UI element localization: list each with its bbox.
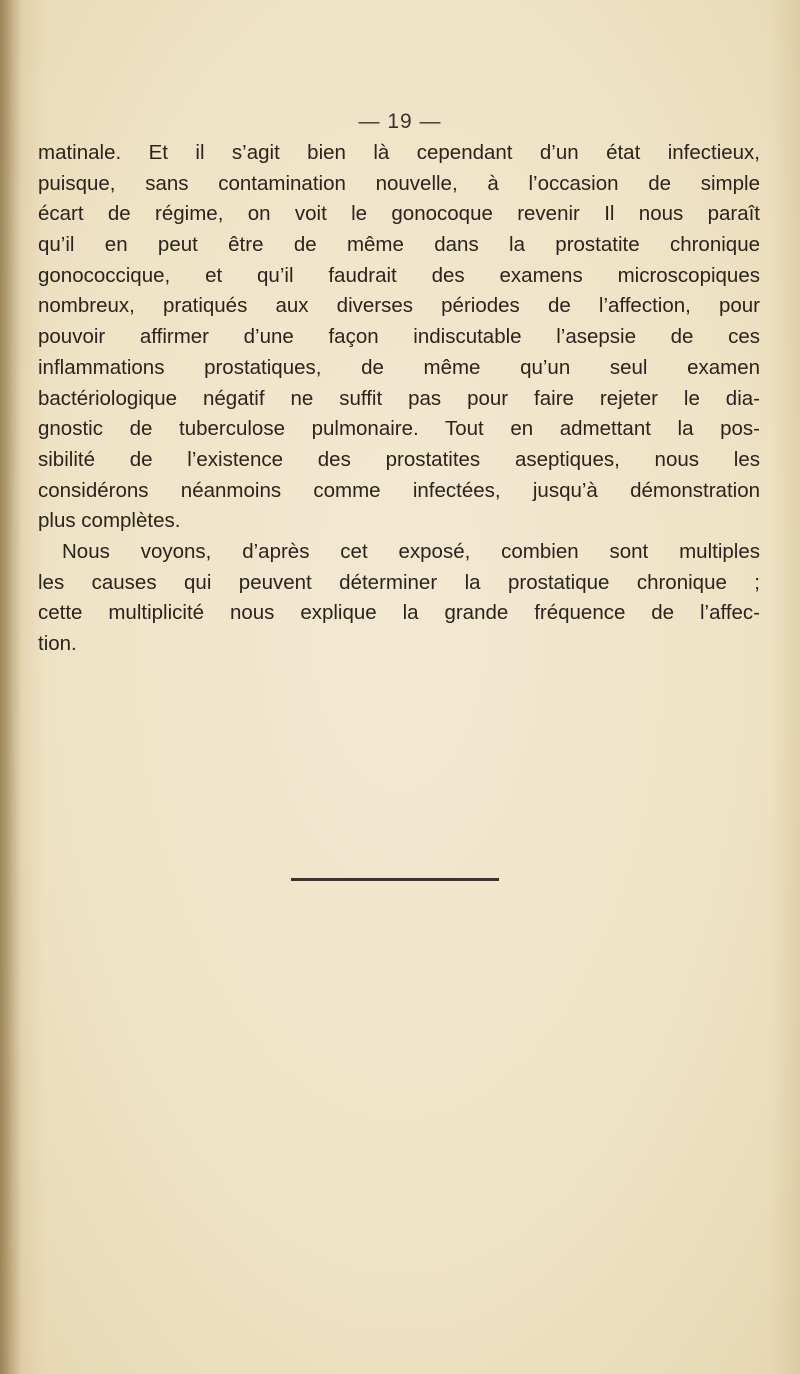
body-text <box>38 138 760 660</box>
text-line: sibilité de l’existence des prostatites aseptiques, nous les <box>38 447 760 471</box>
text-line: bactériologique négatif ne suffit pas pour faire rejeter le dia- <box>38 386 760 410</box>
text-line: considérons néanmoins comme infectées, jusqu’à démonstration <box>38 478 760 502</box>
text-line: matinale. Et il s’agit bien là cependant d’un état infectieux, <box>38 141 760 164</box>
paragraph-1 <box>38 138 760 537</box>
text-line: écart de régime, on voit le gonocoque revenir Il nous paraît <box>38 202 760 226</box>
text-line: qu’il en peut être de même dans la prostatite chronique <box>38 233 760 257</box>
page-spine-shadow <box>0 0 22 1374</box>
text-line: les causes qui peuvent déterminer la prostatique chronique ; <box>38 570 760 594</box>
text-line: plus complètes. <box>38 509 181 533</box>
text-line: Nous voyons, d’après cet exposé, combien sont multiples <box>62 539 760 563</box>
section-end-rule <box>291 878 499 881</box>
text-line: cette multiplicité nous explique la grande fréquence de l’affec- <box>38 601 760 625</box>
text-line: gonococcique, et qu’il faudrait des examens microscopiques <box>38 263 760 287</box>
text-line: tion. <box>38 632 77 655</box>
page-number: — 19 — <box>358 110 442 133</box>
text-line: inflammations prostatiques, de même qu’un seul examen <box>38 355 760 379</box>
text-line: puisque, sans contamination nouvelle, à l’occasion de simple <box>38 171 760 195</box>
text-line: gnostic de tuberculose pulmonaire. Tout en admettant la pos- <box>38 417 760 441</box>
text-line: pouvoir affirmer d’une façon indiscutable l’asepsie de ces <box>38 325 760 349</box>
text-line: nombreux, pratiqués aux diverses périodes de l’affection, pour <box>38 294 760 318</box>
paragraph-2 <box>38 537 760 660</box>
